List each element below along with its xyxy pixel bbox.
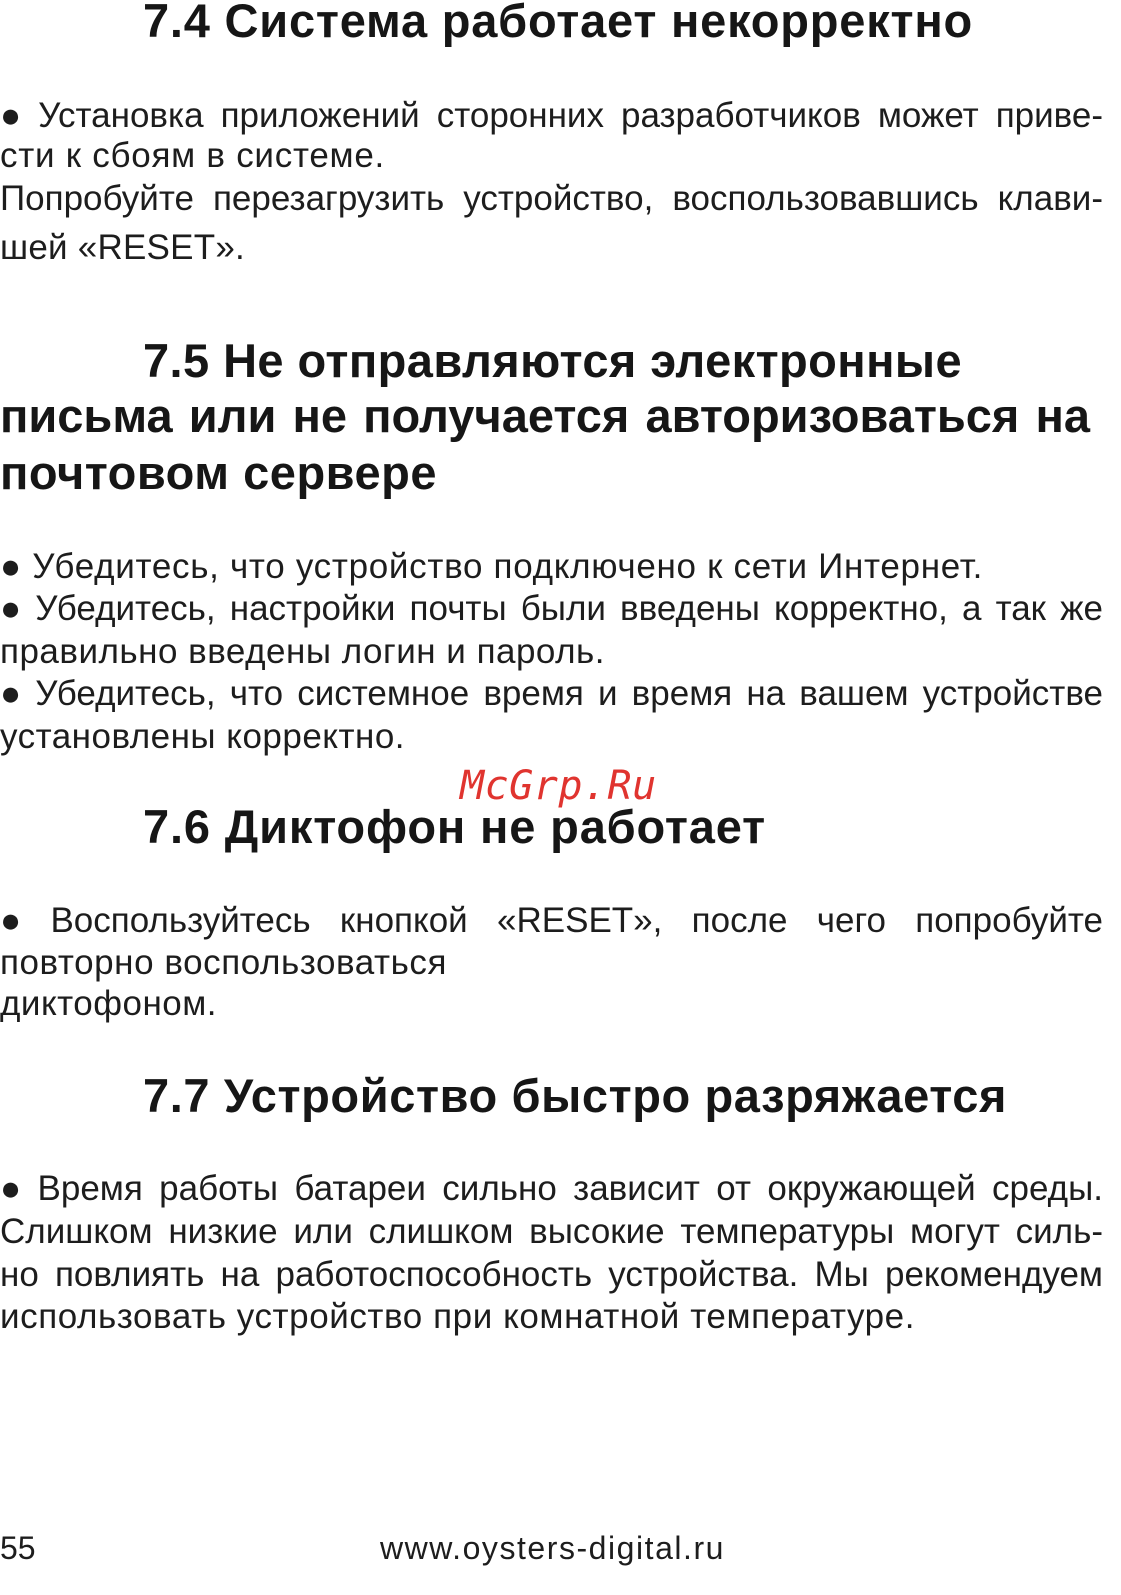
paragraph-line: диктофоном. (0, 984, 217, 1023)
paragraph-line: ● Убедитесь, настройки почты были введены корректно, а так же (0, 589, 1103, 628)
paragraph-line: ● Время работы батареи сильно зависит от окружающей среды. (0, 1169, 1103, 1208)
paragraph-line: сти к сбоям в системе. (0, 136, 385, 175)
paragraph-line: Слишком низкие или слишком высокие температуры могут силь- (0, 1212, 1103, 1251)
page-number: 55 (0, 1530, 36, 1566)
footer-url: www.oysters-digital.ru (380, 1530, 725, 1566)
section-heading-7-5-line: письма или не получается авторизоваться на (0, 389, 1090, 442)
paragraph-line: ● Воспользуйтесь кнопкой «RESET», после чего попробуйте (0, 901, 1103, 940)
paragraph-line: но повлиять на работоспособность устройства. Мы рекомендуем (0, 1255, 1103, 1294)
paragraph-line: использовать устройство при комнатной температуре. (0, 1297, 915, 1336)
watermark: McGrp.Ru (460, 763, 657, 809)
paragraph-line: повторно воспользоваться (0, 943, 447, 982)
paragraph-line: Попробуйте перезагрузить устройство, воспользовавшись клави- (0, 179, 1103, 218)
paragraph-line: шей «RESET». (0, 228, 245, 267)
paragraph-line: ● Установка приложений сторонних разработчиков может приве- (0, 96, 1103, 135)
section-heading-7-5-line: почтовом сервере (0, 446, 437, 499)
section-heading-7-5: 7.5 Не отправляются электронные (143, 334, 962, 387)
paragraph-line: установлены корректно. (0, 717, 405, 756)
paragraph-line: ● Убедитесь, что системное время и время на вашем устройстве (0, 674, 1103, 713)
section-heading-7-4: 7.4 Система работает некорректно (143, 0, 973, 47)
paragraph-line: правильно введены логин и пароль. (0, 632, 605, 671)
paragraph-line: ● Убедитесь, что устройство подключено к сети Интернет. (0, 547, 983, 586)
section-heading-7-7: 7.7 Устройство быстро разряжается (143, 1069, 1007, 1122)
section-heading-7-6: 7.6 Диктофон не работает (143, 800, 766, 853)
